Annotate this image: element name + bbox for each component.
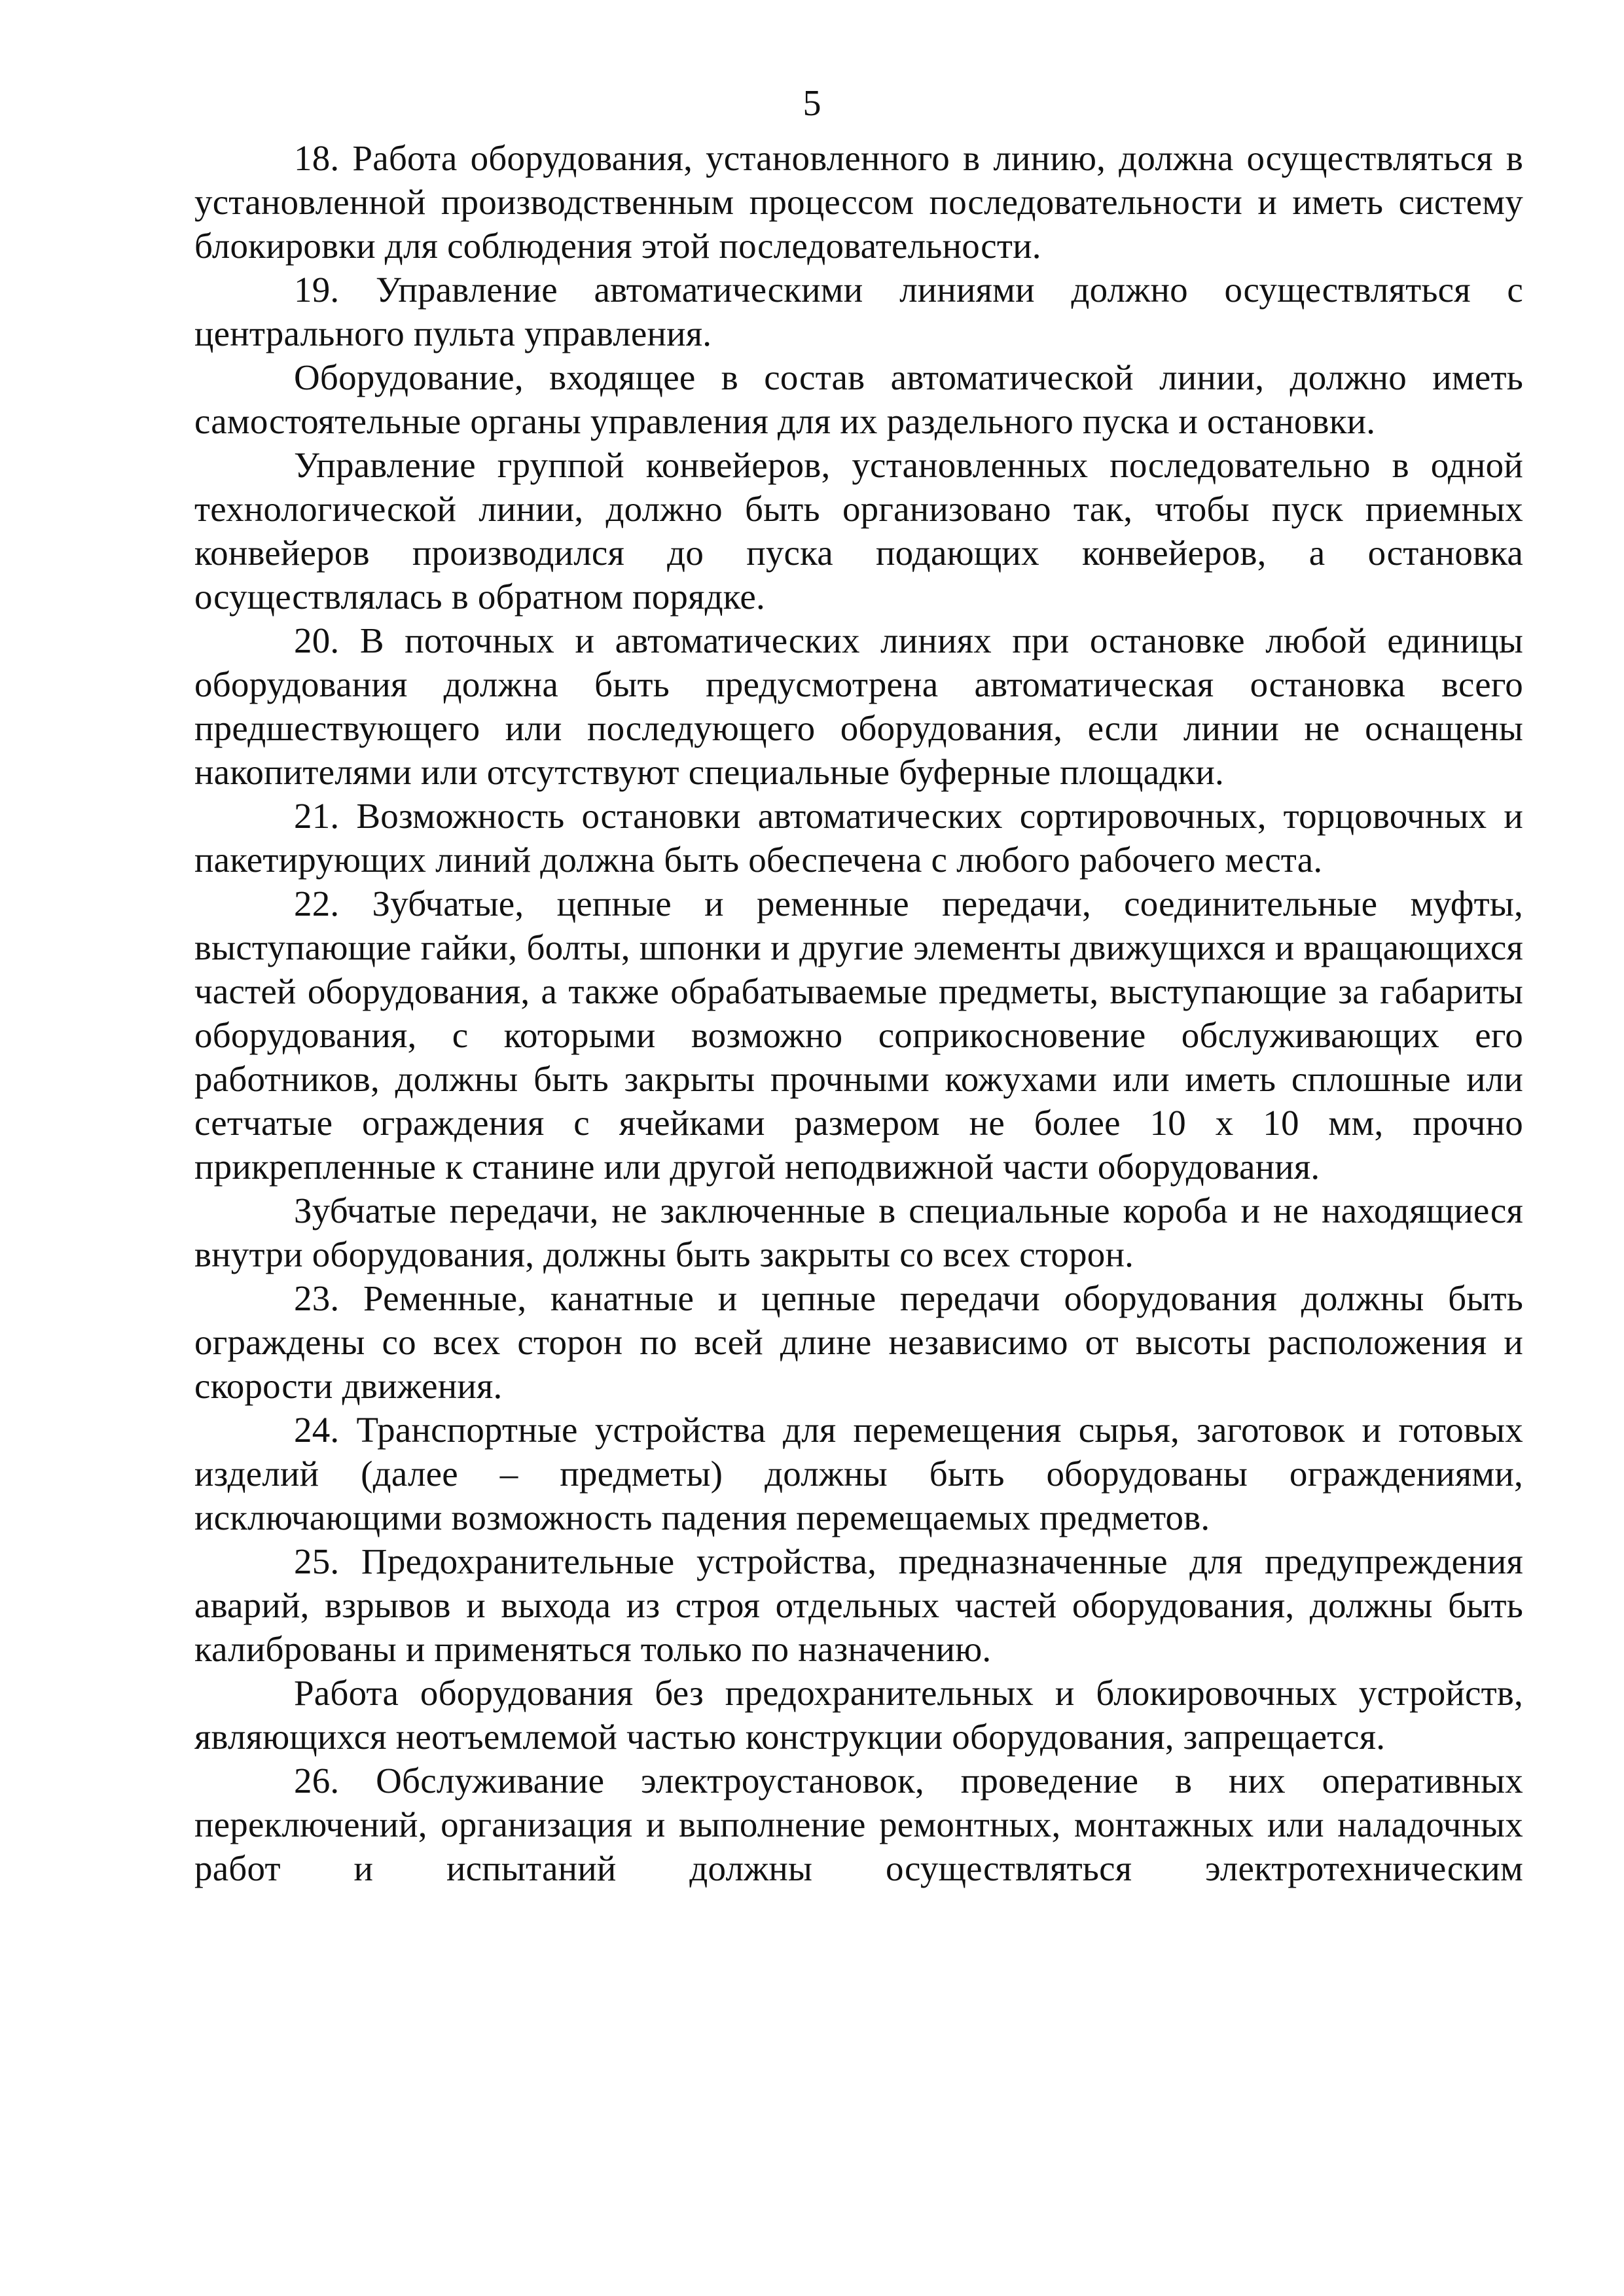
page-number: 5 — [803, 83, 821, 124]
paragraph-22: 22. Зубчатые, цепные и ременные передачи, соединительные муфты, выступающие гайки, болты, шпонки и другие элементы движущихся и вращающихся частей оборудования, а также обрабатываемые предметы, выступающие за габариты оборудования, с которыми возможно соприкосновение обслуживающих его работников, должны быть закрыты прочными кожухами или иметь сплошные или сетчатые ограждения с ячейками размером не более 10 х 10 мм, прочно прикрепленные к станине или другой неподвижной части оборудования. — [194, 884, 1523, 1187]
paragraph-26: 26. Обслуживание электроустановок, проведение в них оперативных переключений, организация и выполнение ремонтных, монтажных или наладочных работ и испытаний должны осуществляться электротехническим — [194, 1761, 1523, 1888]
paragraph-18: 18. Работа оборудования, установленного в линию, должна осуществляться в установленной производственным процессом последовательности и иметь систему блокировки для соблюдения этой последовательности. — [194, 138, 1523, 266]
paragraph-19-conveyors: Управление группой конвейеров, установленных последовательно в одной технологической линии, должно быть организовано так, чтобы пуск приемных конвейеров производился до пуска подающих конвейеров, а остановка осуществлялась в обратном порядке. — [194, 445, 1523, 617]
paragraph-25: 25. Предохранительные устройства, предназначенные для предупреждения аварий, взрывов и выхода из строя отдельных частей оборудования, должны быть калиброваны и применяться только по назначению. — [194, 1541, 1523, 1669]
paragraph-25-prohibition: Работа оборудования без предохранительных и блокировочных устройств, являющихся неотъемлемой частью конструкции оборудования, запрещается. — [194, 1673, 1523, 1757]
paragraph-21: 21. Возможность остановки автоматических сортировочных, торцовочных и пакетирующих линий должна быть обеспечена с любого рабочего места. — [194, 796, 1523, 880]
document-body — [194, 136, 1523, 1890]
paragraph-19: 19. Управление автоматическими линиями должно осуществляться с центрального пульта управления. — [194, 270, 1523, 353]
paragraph-22-gears: Зубчатые передачи, не заключенные в специальные короба и не находящиеся внутри оборудования, должны быть закрыты со всех сторон. — [194, 1191, 1523, 1274]
paragraph-24: 24. Транспортные устройства для перемещения сырья, заготовок и готовых изделий (далее – предметы) должны быть оборудованы ограждениями, исключающими возможность падения перемещаемых предметов. — [194, 1410, 1523, 1537]
paragraph-20: 20. В поточных и автоматических линиях при остановке любой единицы оборудования должна быть предусмотрена автоматическая остановка всего предшествующего или последующего оборудования, если линии не оснащены накопителями или отсутствуют специальные буферные площадки. — [194, 620, 1523, 792]
paragraph-23: 23. Ременные, канатные и цепные передачи оборудования должны быть ограждены со всех сторон по всей длине независимо от высоты расположения и скорости движения. — [194, 1278, 1523, 1406]
paragraph-19-equipment: Оборудование, входящее в состав автоматической линии, должно иметь самостоятельные органы управления для их раздельного пуска и остановки. — [194, 357, 1523, 441]
